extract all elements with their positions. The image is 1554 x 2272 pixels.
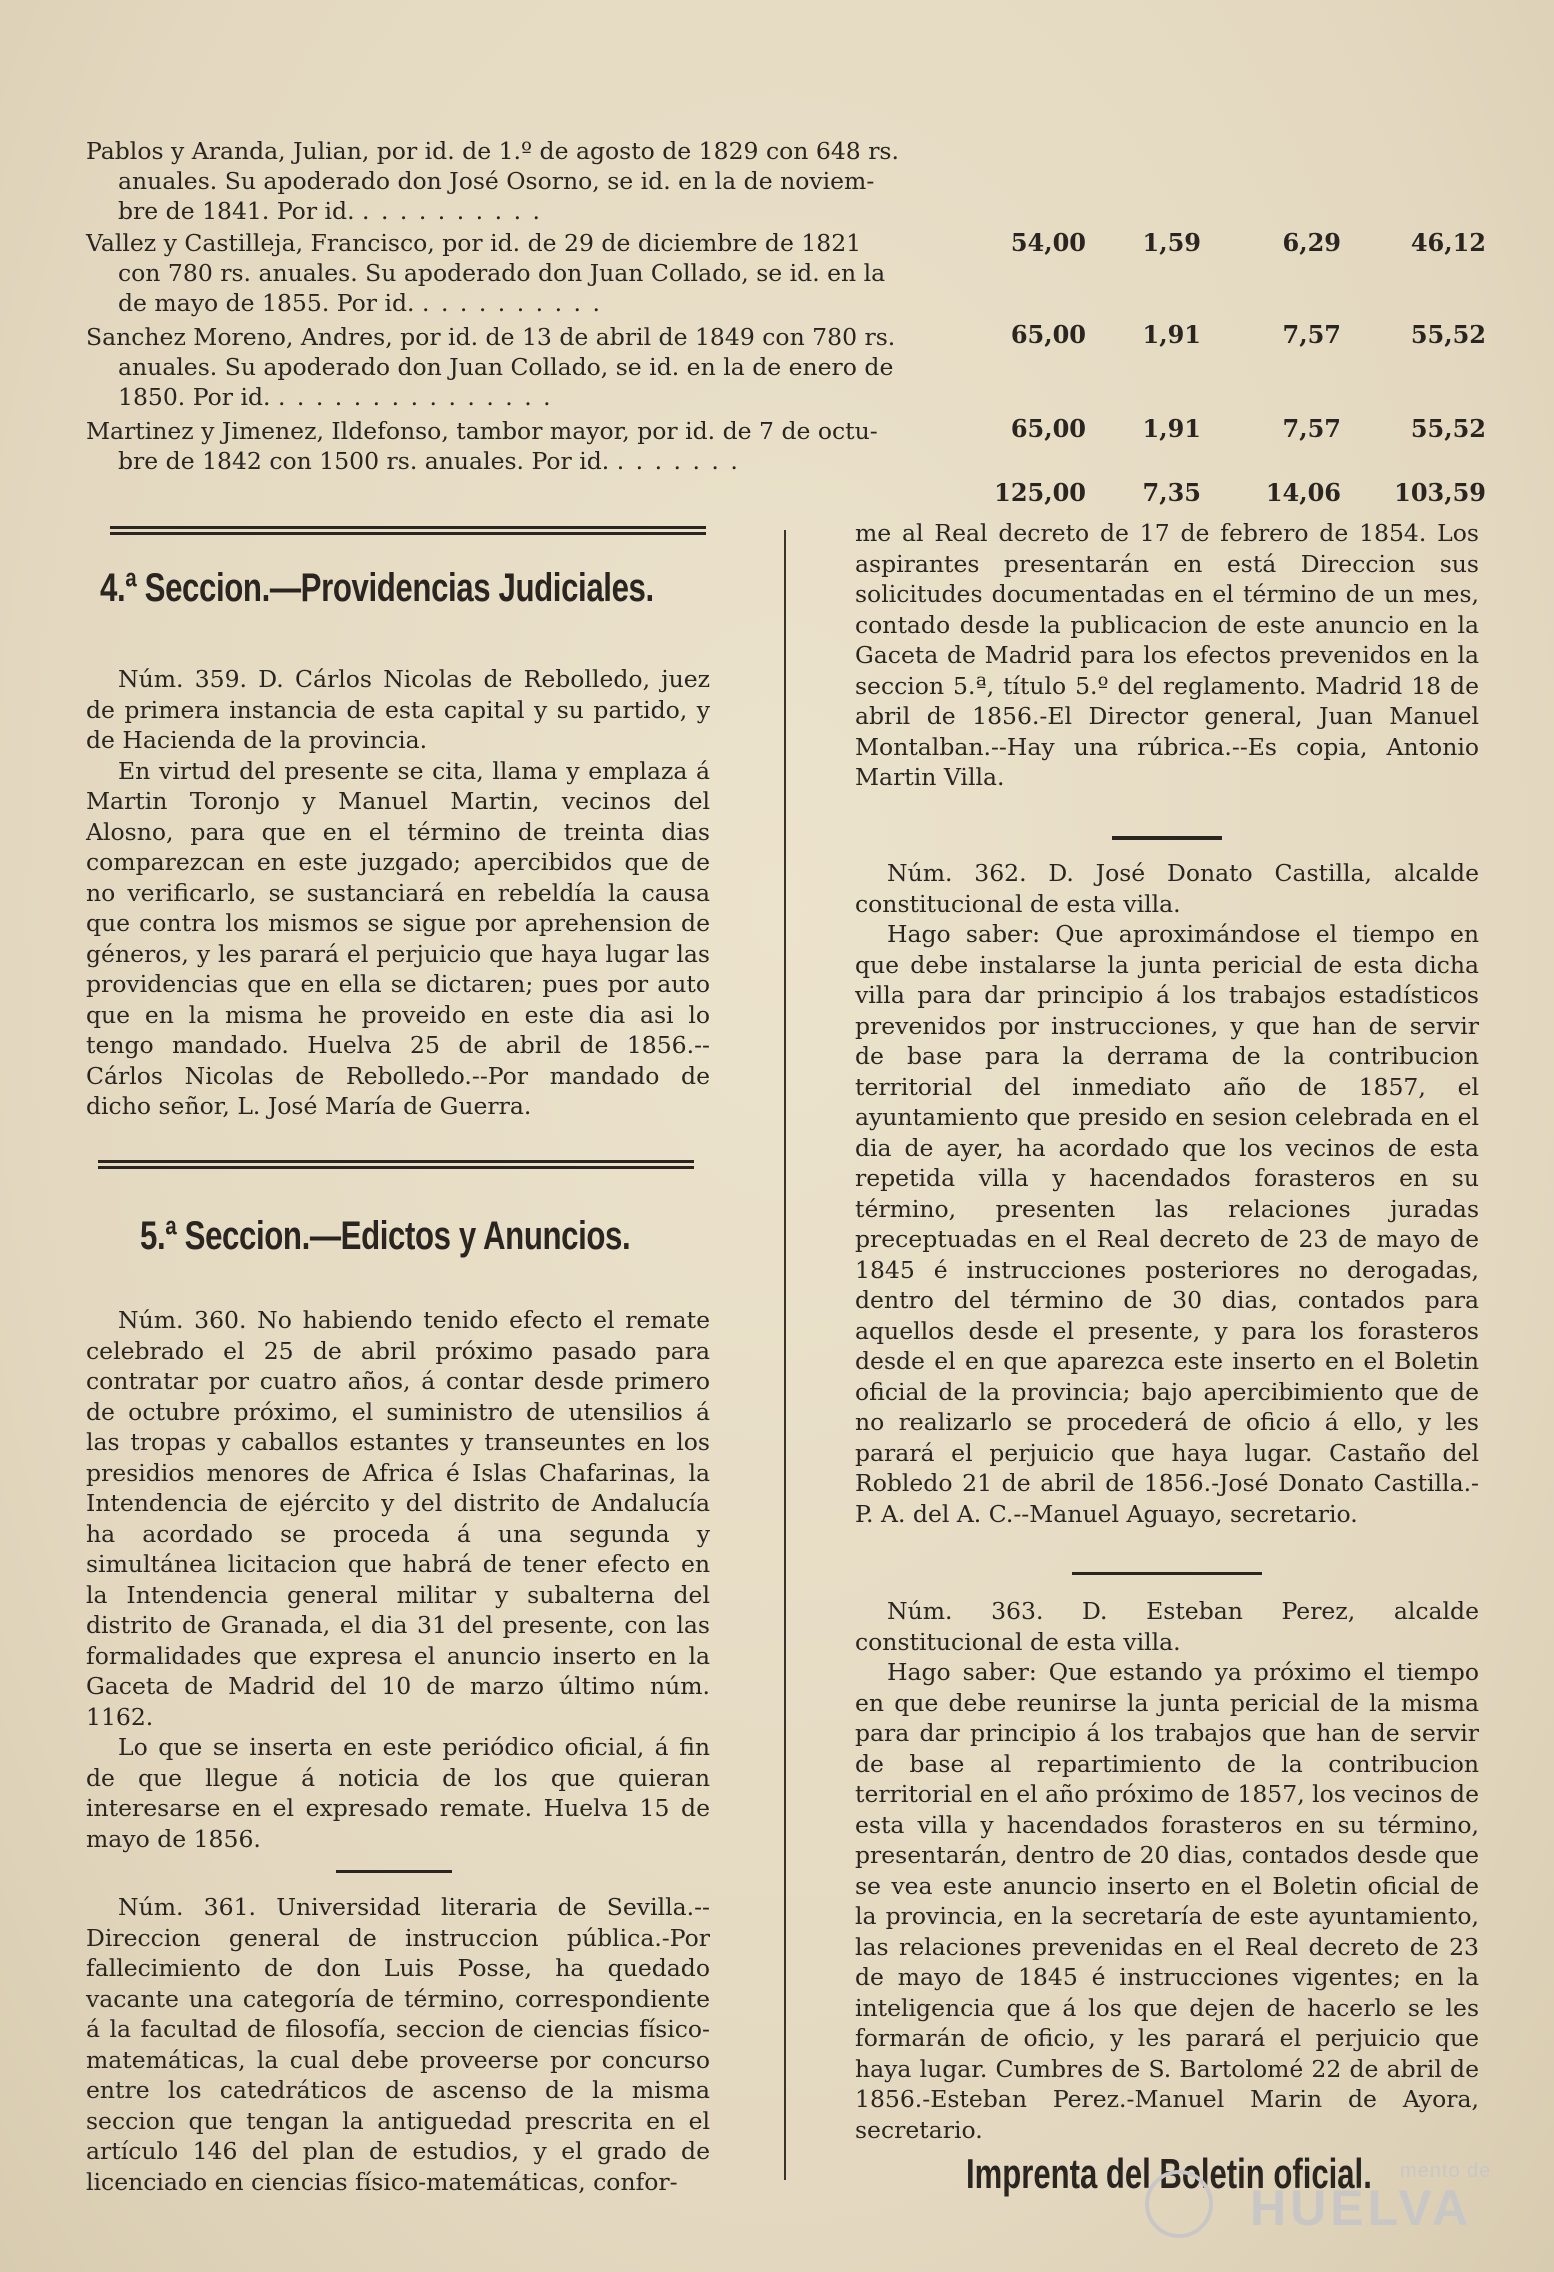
- section-4: [86, 566, 710, 611]
- amount-value: 46,12: [1410, 228, 1486, 257]
- archive-watermark: [1160, 2160, 1492, 2236]
- amount-value: 7,57: [1282, 414, 1341, 443]
- printer-imprint: Imprenta del Boletin oficial.: [966, 2150, 1372, 2197]
- notice-body: Hago saber: Que estando ya próximo el tiempo en que debe reunirse la junta pericial de la misma para dar principio á los trabajos que han de servir de base al repartimiento de la contribucion territorial en el año próximo de 1857, los vecinos de esta villa y hacendados forasteros en su término, presentarán, dentro de 20 dias, contados desde que se vea este anuncio inserto en el Boletin oficial de la provincia, en la secretaría de este ayuntamiento, las relaciones prevenidas en el Real decreto de 23 de mayo de 1845 é instrucciones vigentes; en la inteligencia que á los que dejen de hacerlo se les formarán de oficio, y les parará el perjuicio que haya lugar. Cumbres de S. Bartolomé 22 de abril de 1856.-Esteban Perez.-Manuel Marin de Ayora, secretario.: [855, 1658, 1479, 2144]
- amount-value: 1,59: [1142, 228, 1201, 257]
- row-line: de mayo de 1855. Por id. . . . . . . . . . .: [118, 289, 602, 317]
- section-5: [86, 1214, 710, 1259]
- amount-value: 1,91: [1142, 320, 1201, 349]
- amount-value: 6,29: [1282, 228, 1341, 257]
- notice-body: En virtud del presente se cita, llama y emplaza á Martin Toronjo y Manuel Martin, vecinos del Alosno, para que en el término de treinta dias comparezcan en este juzgado; apercibidos que de no verificarlo, se sustanciará en rebeldía la causa que contra los mismos se sigue por aprehension de géneros, y les parará el perjuicio que haya lugar las providencias que en ella se dictaren; pues por auto que en la misma he proveido en este dia asi lo tengo mandado. Huelva 25 de abril de 1856.--Cárlos Nicolas de Rebolledo.--Por mandado de dicho señor, L. José María de Guerra.: [86, 756, 710, 1120]
- amount-value: 103,59: [1394, 478, 1486, 507]
- notice-361: [86, 1892, 710, 2197]
- amount-value: 65,00: [1010, 414, 1086, 443]
- amount-value: 14,06: [1265, 478, 1341, 507]
- notice-362: [855, 858, 1479, 1529]
- section-rule: [98, 1160, 694, 1169]
- notice-body: Núm. 361. Universidad literaria de Sevilla.--Direccion general de instruccion pública.-Por fallecimiento de don Luis Posse, ha quedado vacante una categoría de término, correspondiente á la facultad de filosofía, seccion de ciencias físico-matemáticas, la cual debe proveerse por concurso entre los catedráticos de ascenso de la misma seccion que tengan la antiguedad prescrita en el artículo 146 del plan de estudios, y el grado de licenciado en ciencias físico-matemáticas, confor-: [86, 1893, 710, 2196]
- notice-intro: Núm. 359. D. Cárlos Nicolas de Rebolledo, juez de primera instancia de esta capital y su partido, y de Hacienda de la provincia.: [86, 665, 710, 754]
- row-line: Sanchez Moreno, Andres, por id. de 13 de abril de 1849 con 780 rs.: [86, 323, 896, 351]
- notice-intro: Núm. 363. D. Esteban Perez, alcalde constitucional de esta villa.: [855, 1597, 1479, 1656]
- row-line: con 780 rs. anuales. Su apoderado don Juan Collado, se id. en la: [118, 259, 886, 287]
- notice-body: Hago saber: Que aproximándose el tiempo en que debe instalarse la junta pericial de esta dicha villa para dar principio á los trabajos estadísticos prevenidos por instrucciones, y que han de servir de base para la derrama de la contribucion territorial del inmediato año de 1857, el ayuntamiento que presido en sesion celebrada en el dia de ayer, ha acordado que los vecinos de esta repetida villa y hacendados forasteros en su término, presenten las relaciones juradas preceptuadas en el Real decreto de 23 de mayo de 1845 é instrucciones posteriores no derogadas, dentro del término de 30 dias, contados para aquellos desde el presente, y para los forasteros desde el en que aparezca este inserto en el Boletin oficial de la provincia; bajo apercibimiento que de no realizarlo se procederá de oficio á ello, y les parará el perjuicio que haya lugar. Castaño del Robledo 21 de abril de 1856.-José Donato Castilla.-P. A. del A. C.--Manuel Aguayo, secretario.: [855, 920, 1479, 1528]
- row-line: Martinez y Jimenez, Ildefonso, tambor mayor, por id. de 7 de octu-: [86, 417, 878, 445]
- notice-separator: [336, 1870, 452, 1873]
- row-line: anuales. Su apoderado don Juan Collado, se id. en la de enero de: [118, 353, 894, 381]
- notice-body: Núm. 360. No habiendo tenido efecto el remate celebrado el 25 de abril próximo pasado para contratar por cuatro años, á contar desde primero de octubre próximo, el suministro de utensilios á las tropas y caballos estantes y transeuntes en los presidios menores de Africa é Islas Chafarinas, la Intendencia de ejército y del distrito de Andalucía ha acordado se proceda á una segunda y simultánea licitacion que habrá de tener efecto en la Intendencia general militar y subalterna del distrito de Granada, el dia 31 del presente, con las formalidades que expresa el anuncio inserto en la Gaceta de Madrid del 10 de marzo último núm. 1162.: [86, 1306, 710, 1731]
- amount-value: 7,57: [1282, 320, 1341, 349]
- notice-363: [855, 1596, 1479, 2145]
- notice-intro: Núm. 362. D. José Donato Castilla, alcalde constitucional de esta villa.: [855, 859, 1479, 918]
- row-line: 1850. Por id. . . . . . . . . . . . . . . .: [118, 383, 553, 411]
- notice-body: me al Real decreto de 17 de febrero de 1854. Los aspirantes presentarán en está Direccion sus solicitudes documentadas en el término de un mes, contado desde la publicacion de este anuncio en la Gaceta de Madrid para los efectos prevenidos en la seccion 5.ª, título 5.º del reglamento. Madrid 18 de abril de 1856.-El Director general, Juan Manuel Montalban.--Hay una rúbrica.--Es copia, Antonio Martin Villa.: [855, 519, 1479, 791]
- row-line: Vallez y Castilleja, Francisco, por id. de 29 de diciembre de 1821: [86, 229, 862, 257]
- notice-361-continued: [855, 518, 1479, 793]
- amount-value: 54,00: [1010, 228, 1086, 257]
- notice-separator: [1072, 1572, 1262, 1575]
- pension-row: [86, 416, 1486, 507]
- amount-value: 125,00: [994, 478, 1086, 507]
- row-line: Pablos y Aranda, Julian, por id. de 1.º de agosto de 1829 con 648 rs.: [86, 137, 899, 165]
- notice-body: Lo que se inserta en este periódico oficial, á fin de que llegue á noticia de los que quieran interesarse en el expresado remate. Huelva 15 de mayo de 1856.: [86, 1733, 710, 1853]
- row-line: anuales. Su apoderado don José Osorno, se id. en la de noviem-: [118, 167, 875, 195]
- notice-359: [86, 664, 710, 1122]
- amount-value: 7,35: [1142, 478, 1201, 507]
- watermark-line: HUELVA: [1250, 2180, 1473, 2236]
- section-rule: [110, 526, 706, 535]
- amount-value: 55,52: [1410, 320, 1486, 349]
- column-divider: [784, 530, 786, 2180]
- amount-value: 65,00: [1010, 320, 1086, 349]
- row-line: bre de 1842 con 1500 rs. anuales. Por id. . . . . . . .: [118, 447, 740, 475]
- watermark-line: mento de: [1400, 2160, 1492, 2182]
- row-line: bre de 1841. Por id. . . . . . . . . . .: [118, 197, 542, 225]
- notice-separator: [1112, 836, 1222, 840]
- notice-360: [86, 1305, 710, 1854]
- section-heading: 4.ª Seccion.—Providencias Judiciales.: [100, 566, 654, 610]
- amount-value: 55,52: [1410, 414, 1486, 443]
- section-heading: 5.ª Seccion.—Edictos y Anuncios.: [140, 1214, 631, 1258]
- amount-value: 1,91: [1142, 414, 1201, 443]
